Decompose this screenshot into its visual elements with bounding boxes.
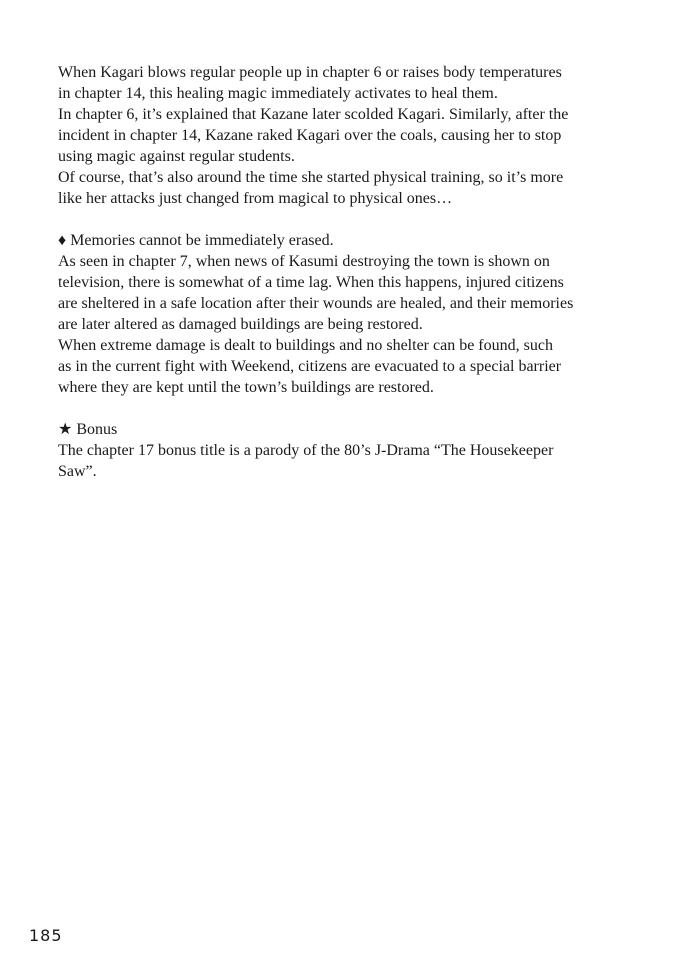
text-line: incident in chapter 14, Kazane raked Kagari over the coals, causing her to stop (58, 127, 562, 144)
section-healing-magic (58, 62, 658, 209)
text-line: television, there is somewhat of a time lag. When this happens, injured citizens (58, 274, 564, 291)
document-body (58, 62, 658, 482)
text-line: When extreme damage is dealt to buildings and no shelter can be found, such (58, 337, 553, 354)
text-line: are later altered as damaged buildings are being restored. (58, 316, 423, 333)
text-line: Of course, that’s also around the time she started physical training, so it’s more (58, 169, 564, 186)
text-line: The chapter 17 bonus title is a parody of the 80’s J-Drama “The Housekeeper (58, 442, 554, 459)
text-line: Saw”. (58, 463, 97, 480)
text-line: using magic against regular students. (58, 148, 295, 165)
text-line: where they are kept until the town’s buildings are restored. (58, 379, 434, 396)
text-line: like her attacks just changed from magical to physical ones… (58, 190, 453, 207)
section-bonus (58, 419, 658, 482)
page-number: 185 (29, 926, 63, 945)
section-heading-memories: ♦ Memories cannot be immediately erased. (58, 232, 334, 249)
text-line: As seen in chapter 7, when news of Kasumi destroying the town is shown on (58, 253, 550, 270)
section-memories (58, 230, 658, 398)
text-line: as in the current fight with Weekend, citizens are evacuated to a special barrier (58, 358, 562, 375)
text-line: In chapter 6, it’s explained that Kazane later scolded Kagari. Similarly, after the (58, 106, 569, 123)
text-line: in chapter 14, this healing magic immediately activates to heal them. (58, 85, 498, 102)
text-line: are sheltered in a safe location after their wounds are healed, and their memories (58, 295, 574, 312)
text-line: When Kagari blows regular people up in chapter 6 or raises body temperatures (58, 64, 562, 81)
section-heading-bonus: ★ Bonus (58, 421, 118, 438)
